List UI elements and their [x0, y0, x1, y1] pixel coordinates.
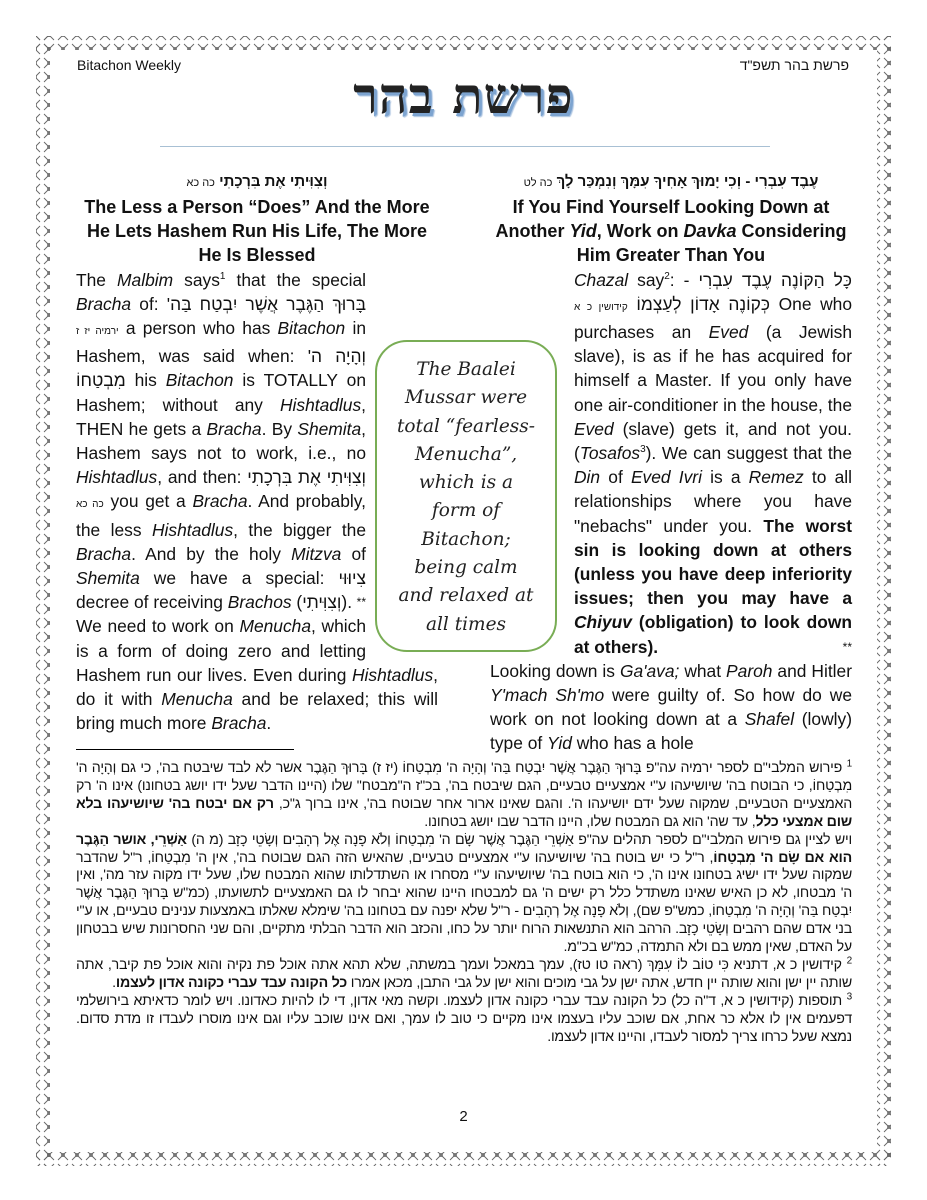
italic-term: Bracha — [76, 293, 132, 314]
italic-term: Yid — [569, 221, 597, 242]
pull-quote-line: Bitachon; — [421, 528, 511, 550]
italic-term: Yid — [547, 733, 572, 754]
footnote-separator — [76, 749, 294, 750]
text-run: of — [600, 467, 631, 488]
italic-term: Paroh — [726, 660, 773, 681]
text-run: and be relaxed; this will bring much more — [76, 689, 438, 734]
verse-source: כה לט — [523, 177, 553, 189]
italic-term: Bracha — [211, 713, 267, 734]
pull-quote-line: Menucha”, — [414, 443, 518, 465]
text-run: in Hashem, was said when: — [76, 318, 366, 367]
footnotes — [76, 760, 852, 1047]
text-run: פירוש המלבי"ם לספר ירמיה עה"פ בָּרוּךְ הַגֶּבֶר אֲשֶׁר יִבְטַח בַּה' וְהָיָה ה' מִבְטַחוֹ (יז ז) בָּרוּךְ הַגֶּבֶר אשר לא לבד שיבטח בה', כי גם וְהָיָה ה' מִבְטַחוֹ, כי הבוטח בה' שיושיעהו ע"י אמצעיים טבעיים, הגם שיבטח בה', בכ"ז ה"מבטח" שלו (היינו הדבר שעל ידו יושג בטחונו) אינו ה' רק האמצעיים הטבעיים, שמקוה שעל ידם יושיעהו ה'. והגם שאינו ארור אחר שבוטח בה', אינו ברוך ג"כ, — [76, 760, 852, 812]
pull-quote-line: total “fearless- — [396, 415, 536, 437]
page-title: פרשת בהר — [353, 66, 574, 125]
text-run: who has a hole — [571, 733, 694, 754]
pull-quote-line: being calm — [414, 557, 518, 579]
bold-text: רק אם יבטח בה' שיושיעהו בלא שום אמצעי כלל — [76, 795, 852, 830]
verse-source: כה כא — [186, 177, 215, 189]
text-run: . — [266, 713, 272, 734]
text-run: you get a — [103, 491, 193, 512]
text-run: , עד שה' הוא גם המבטח שלו, היינו הדבר שבו יושג בטחונו. — [424, 813, 756, 830]
text-run: (a Jewish slave), is as if he has acquired for himself a Master. If you only have one air-conditioner in the house, the — [574, 322, 852, 415]
footnote — [76, 832, 852, 957]
bold-text: (obligation) to look down at others). — [574, 612, 852, 657]
text-run: and Hitler — [772, 660, 852, 681]
page-number: 2 — [459, 1108, 468, 1125]
italic-term: Menucha — [161, 689, 233, 710]
footnote — [76, 957, 852, 993]
section-break-marker: ** — [356, 595, 366, 610]
text-run: that the special — [225, 269, 366, 290]
italic-term: Hishtadlus — [351, 664, 434, 685]
text-run: , the bigger the — [233, 519, 366, 540]
italic-term: Remez — [748, 467, 804, 488]
pull-quote-line: The Baalei — [416, 359, 516, 380]
text-run: If You Find Yourself Looking Down at Another — [495, 197, 830, 242]
text-run: , THEN he gets a — [76, 394, 366, 439]
text-run: : — [669, 269, 684, 290]
text-run: is a — [701, 467, 749, 488]
text-run: what — [679, 660, 727, 681]
article-hebrew-heading — [490, 170, 852, 195]
text-run: ( — [291, 592, 303, 613]
bold-italic-term: Chiyuv — [574, 612, 632, 633]
text-run: , which is a form of doing zero and letting Hashem run our lives. Even during — [76, 616, 366, 685]
italic-term: Eved — [574, 418, 614, 439]
italic-term: Mitzva — [291, 543, 342, 564]
italic-term: Malbim — [117, 269, 174, 290]
pull-quote-line: form of — [431, 500, 501, 522]
hebrew-quote: בָּרוּךְ הַגֶּבֶר אֲשֶׁר יִבְטַח בַּה' — [166, 293, 366, 314]
pull-quote-line: all times — [425, 613, 507, 635]
text-run: is TOTALLY on Hashem; without any — [76, 370, 366, 415]
text-run: of: — [131, 293, 167, 314]
text-run: say — [628, 269, 665, 290]
italic-term: Din — [574, 467, 601, 488]
text-run: . — [112, 974, 116, 991]
text-run: תוספות (קידושין כ א, ד"ה כל) כל הקונה עבד עברי כקונה אדון לעצמו. וקשה מאי אדון, די לו להיות כאדונו. ויש לומר כדאיתא בירושלמי דפעמים אין לו אלא כר אחת, אם שוכב עליו בעצמו אינו מקיים כי טוב לו עמך, ואם אינו שוכב עליו וגם אינו מוסרו לעבדו זו מדת סדום. נמצא שעל כרחו צריך למסור לעבדו, והיינו אדון לעצמו. — [76, 992, 852, 1045]
italic-term: Brachos — [227, 592, 292, 613]
text-run: to all relationships where you have "nebachs" under you. — [574, 467, 852, 536]
text-run: his — [125, 370, 166, 391]
text-run: , and then: — [157, 467, 248, 488]
article-title — [490, 195, 852, 268]
source-citation: ירמיה יז ז — [76, 326, 119, 338]
article-hebrew-heading — [76, 170, 438, 195]
italic-term: Chazal — [574, 269, 629, 290]
text-run: of — [341, 543, 366, 564]
newsletter-name: Bitachon Weekly — [77, 57, 182, 73]
italic-term: Bitachon — [165, 370, 234, 391]
footnote-ref: 1 — [846, 758, 852, 770]
italic-term: Hishtadlus — [151, 519, 234, 540]
text-run: One who purchases an — [574, 293, 853, 343]
italic-term: Y'mach Sh'mo — [490, 685, 605, 706]
footnote-ref: 3 — [846, 991, 852, 1003]
italic-term: Tosafos — [579, 443, 641, 464]
hebrew-quote: כָּל הַקּוֹנֶה עֶבֶד עִבְרִי - כְּקוֹנֶה אָדוֹן לְעַצְמוֹ — [627, 269, 852, 314]
text-run: Looking down is — [490, 660, 620, 681]
italic-term: Menucha — [239, 616, 312, 637]
hebrew-quote: צִיוּוּי — [338, 568, 366, 589]
footnote — [76, 993, 852, 1047]
title-divider — [160, 146, 770, 147]
text-run: We need to work on — [76, 616, 240, 637]
text-run: , Work on — [596, 221, 684, 242]
parsha-date: פרשת בהר תשפ"ד — [739, 57, 849, 73]
text-run: . And probably, the less — [76, 491, 366, 540]
text-run: were guilty of. So how do we work on not looking down at a — [490, 685, 852, 730]
text-run: ). — [341, 592, 353, 613]
text-run: . By — [261, 418, 298, 439]
bold-text: כל הקונה עבד עברי כקונה אדון לעצמו — [115, 974, 347, 991]
italic-term: Shemita — [76, 568, 140, 589]
italic-term: Shemita — [297, 418, 362, 439]
footnote — [76, 760, 852, 832]
text-run: says — [173, 269, 220, 290]
italic-term: Eved Ivri — [630, 467, 702, 488]
italic-term: Davka — [683, 221, 737, 242]
text-run: (slave) gets it, and not you. ( — [574, 418, 852, 464]
italic-term: Shafel — [744, 709, 795, 730]
article-title: The Less a Person “Does” And the More He Lets Hashem Run His Life, The More He Is Blessed — [84, 197, 430, 266]
hebrew-verse: עֶבֶד עִבְרִי - וְכִי יָמוּךְ אָחִיךָ עִמָּךְ וְנִמְכַּר לָךְ — [556, 173, 819, 190]
italic-term: Bracha — [206, 418, 262, 439]
source-citation: כה כא — [76, 499, 104, 511]
pull-quote-line: which is a — [418, 472, 514, 494]
text-run: , do it with — [76, 664, 438, 710]
footnote-ref: 3 — [640, 444, 646, 456]
hebrew-quote: וְצִוִּיתִי — [302, 592, 342, 613]
hebrew-quote: וְצִוִּיתִי אֶת בִּרְכָתִי — [247, 467, 366, 488]
italic-term: Hishtadlus — [279, 394, 362, 415]
footnote-ref: 2 — [664, 270, 670, 282]
italic-term: Bracha — [192, 491, 248, 512]
source-citation: קידושין כ א — [574, 301, 628, 313]
italic-term: Eved — [708, 322, 749, 343]
italic-term: Ga'ava; — [619, 660, 680, 681]
italic-term: Bracha — [76, 543, 132, 564]
bold-text: אַשְׁרֵי, אושר הַגֶּבֶר הוא אם שָׂם ה' מִבְטַחוֹ — [76, 831, 852, 866]
text-run: Considering Him Greater Than You — [576, 221, 847, 266]
text-run: decree of receiving — [76, 592, 228, 613]
italic-term: Bitachon — [277, 318, 346, 339]
text-run: קידושין כ א, דתניא כִּי טוֹב לוֹ עִמָּךְ (ראה טו טז), עמך במאכל ועמך במשתה, שלא תהא אתה אוכל פת נקיה והוא אוכל פת קיבר, אתה שותה יין ישן והוא שותה יין חדש, אתה ישן על גבי מוכים והוא ישן על גבי התבן, מכאן אמרו — [76, 956, 852, 991]
footnote-ref: 2 — [846, 955, 852, 967]
text-run: , ר"ל כי יש בוטח בה' שיושיעהו ע"י אמצעיים טבעיים, שהאיש הזה הגם שבוטח בה', אין ה' מִבְטַחוֹ, ר"ל שהדבר שמקוה שעל ידו ישיג בטחונו אינו ה', כי הוא בוטח בה' שיושיעהו ע"י מסחרו או השתדלותו שהוא המבטח שלו, שעל ידו מקוה עזר מה', ואין ה' מבטחו, לא כן האיש שאינו משתדל כלל רק ישים ה' גם למבטחו היינו שהוא יבחר לו גם האמצעיים לתשועתו, (כמ"ש בָּרוּךְ הַגֶּבֶר אֲשֶׁר יִבְטַח בַּה' וְהָיָה ה' מִבְטַחוֹ, כמש"פ שם), וְלֹא פָנָה אֶל רְהָבִים - ר"ל שלא יפנה עם בטחונו בה' שימלא שאלתו באמצעות ענינים טבעיים, או ע"י בני אדם שהם רהבים וְשָׂטֵי כָזָב. הרהב הוא התנשאות הרוח יותר על כחו, והכזב הוא הדבר הבלתי מתקיים, והם שני החסרונות שיש בבטחון על האדם, שאין ממש בם ולא התמדה, כמ"ש בכ"מ. — [76, 849, 852, 956]
text-run: ויש לציין גם פירוש המלבי"ם לספר תהלים עה"פ אַשְׁרֵי הַגֶּבֶר אֲשֶׁר שָׂם ה' מִבְטַחוֹ וְלֹא פָנָה אֶל רְהָבִים וְשָׂטֵי כָזָב (מ ה) — [186, 831, 852, 848]
pull-quote-box — [375, 340, 557, 652]
text-run: ). We can suggest that the — [645, 443, 852, 464]
bold-text: The worst sin is looking down at others (unless you have deep inferiority issues; then you may have a — [574, 515, 852, 609]
text-run: , Hashem says not to work, i.e., no — [76, 418, 366, 464]
hebrew-quote: וְהָיָה ה' מִבְטַחוֹ — [76, 346, 366, 391]
text-run: The — [76, 269, 118, 290]
text-run: (lowly) type of — [490, 709, 852, 754]
text-run: a person who has — [118, 318, 278, 339]
pull-quote-line: and relaxed at — [398, 585, 534, 607]
italic-term: Hishtadlus — [76, 467, 158, 488]
text-run: we have a special: — [139, 568, 339, 589]
section-break-marker: ** — [842, 639, 852, 654]
hebrew-verse: וְצִוִּיתִי אֶת בִּרְכָתִי — [219, 173, 328, 190]
footnote-ref: 1 — [219, 270, 226, 282]
text-run: . And by the holy — [131, 543, 292, 564]
pull-quote-line: Mussar were — [404, 387, 528, 409]
